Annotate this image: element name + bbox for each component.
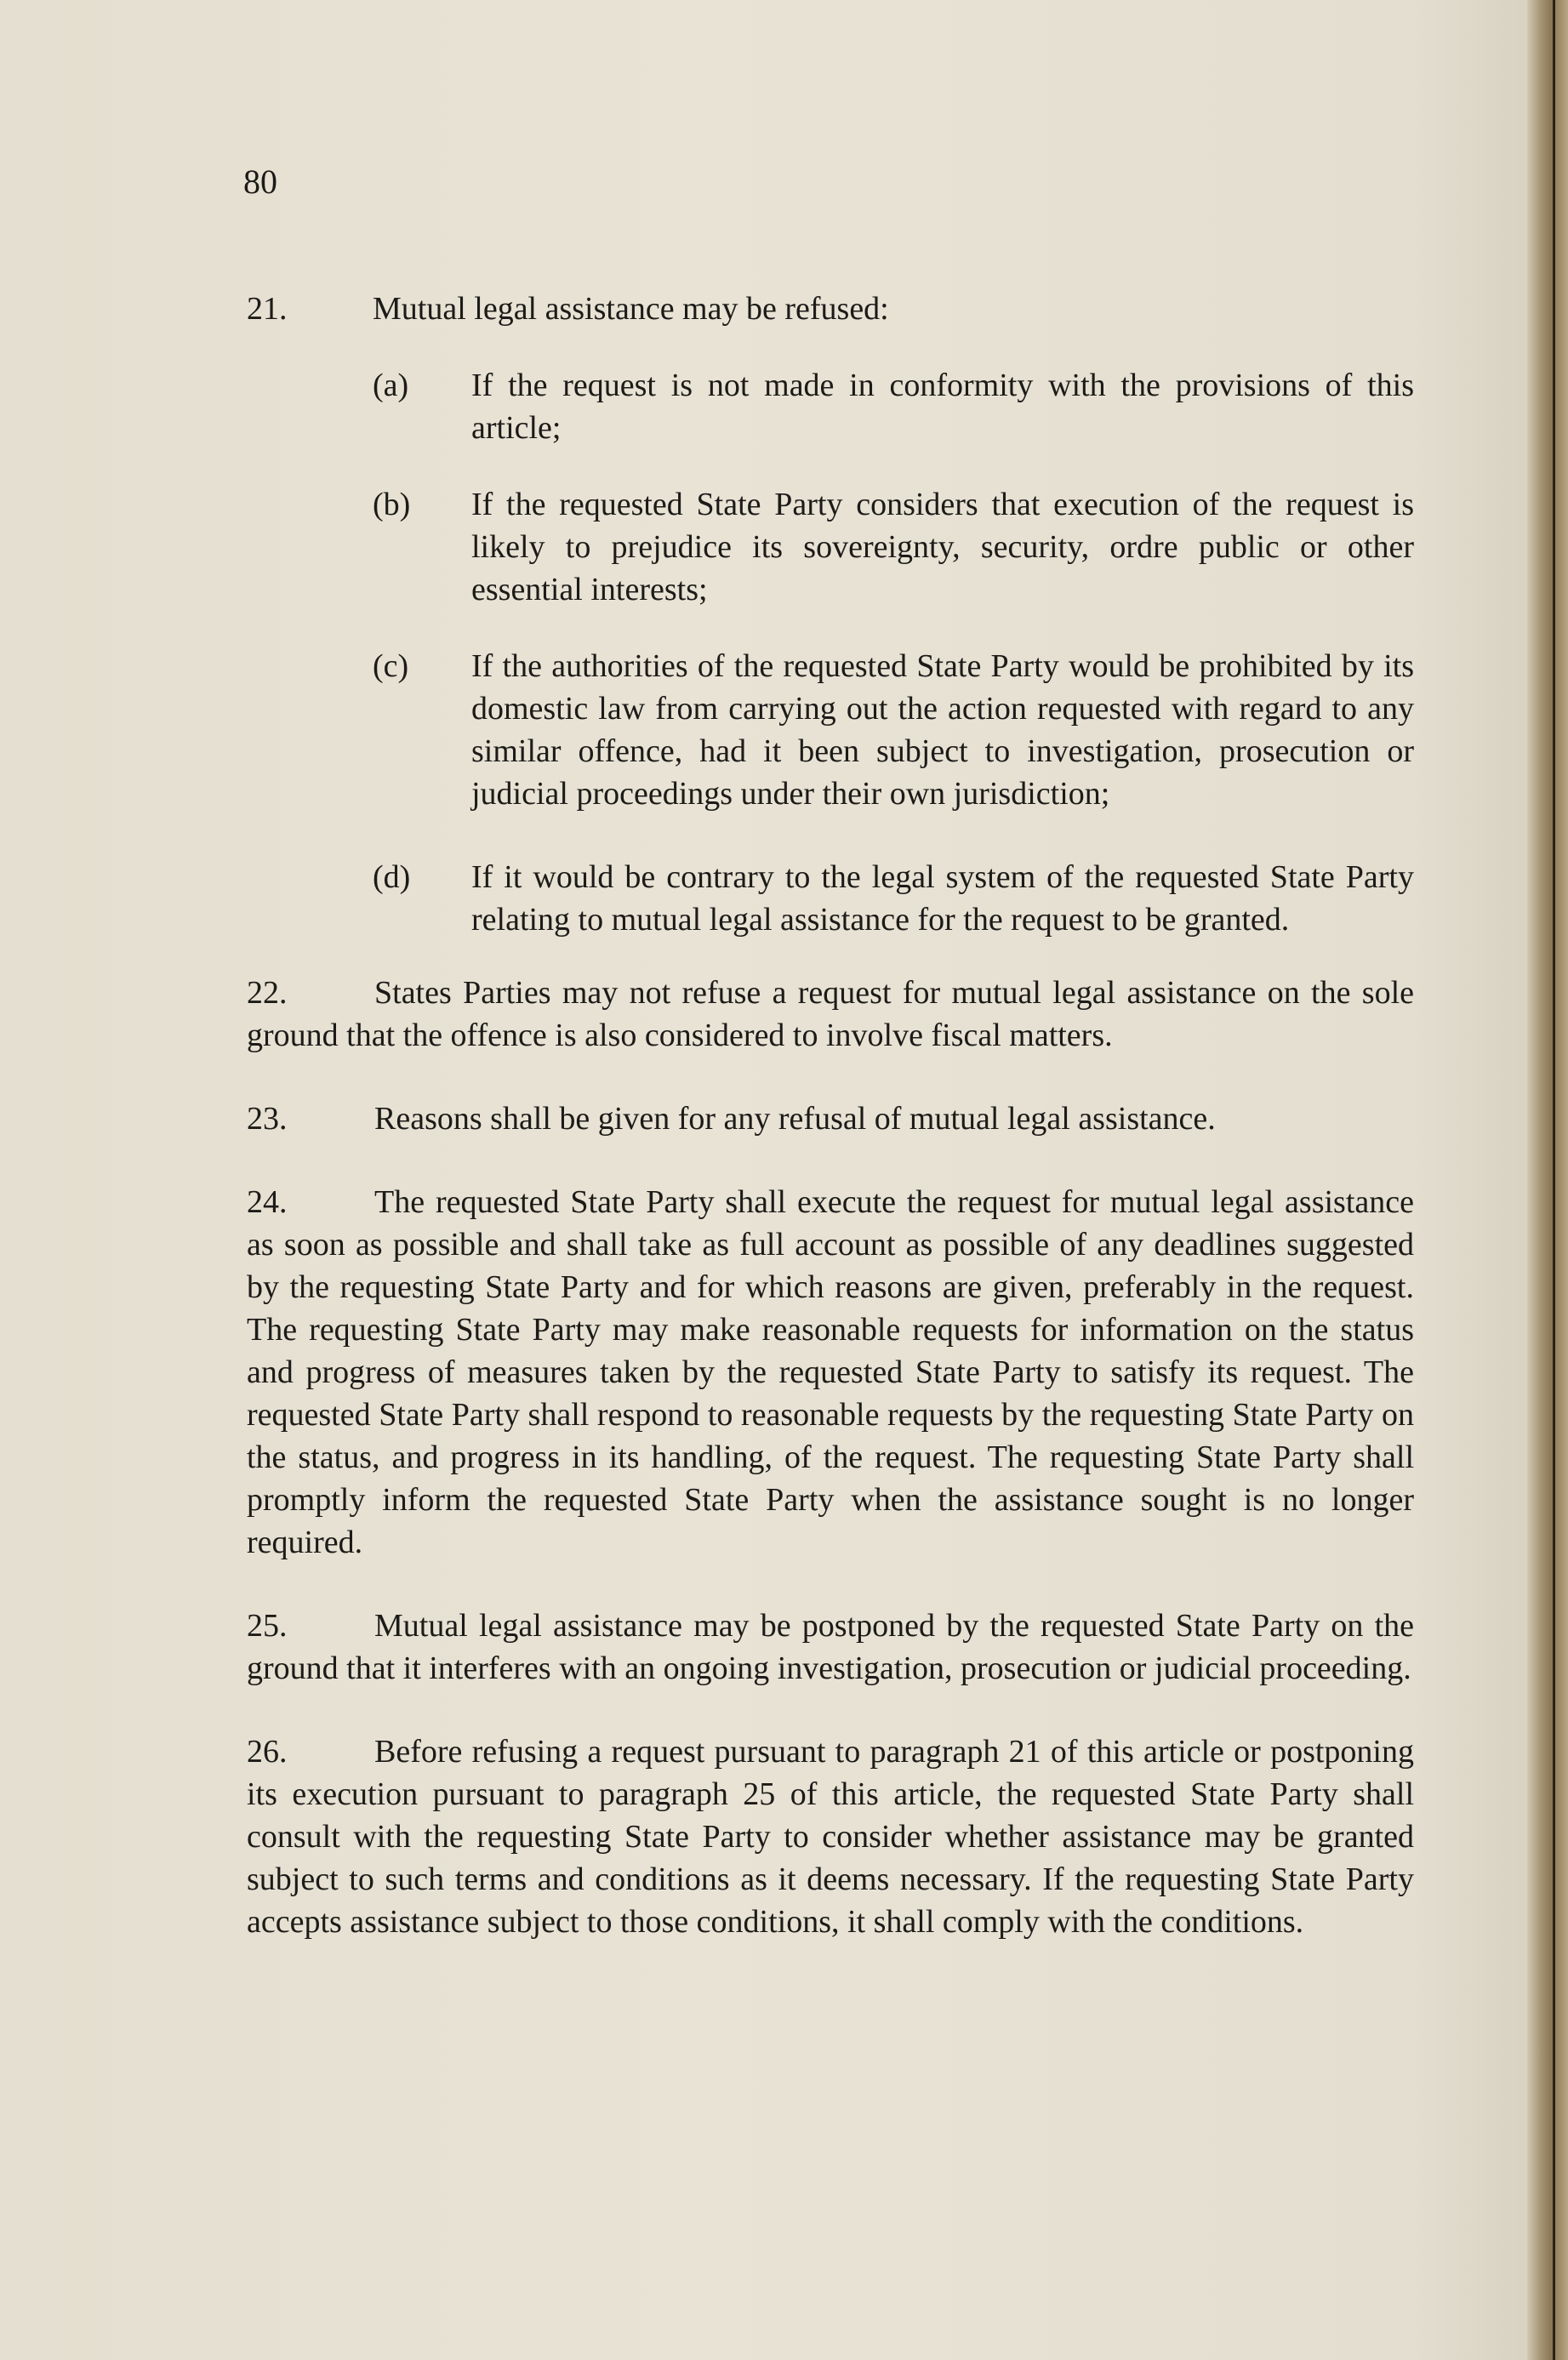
subparagraph-letter: (c) <box>373 648 409 684</box>
page-number: 80 <box>243 162 277 201</box>
paragraph-text: Mutual legal assistance may be postponed by the requested State Party on the ground that it interferes with an ongoing investigation, prosecution or judicial proceeding. <box>247 1608 1414 1686</box>
subparagraph-d <box>373 856 1414 941</box>
paragraph-25 <box>247 1605 1414 1690</box>
subparagraph-text: If the authorities of the requested State Party would be prohibited by its domestic law from carrying out the action requested with regard to any similar offence, had it been subject to investigation, prosecution or judicial proceedings under their own jurisdiction; <box>471 648 1414 812</box>
paragraph-24 <box>247 1181 1414 1564</box>
subparagraph-c <box>373 645 1414 815</box>
paragraph-text: Reasons shall be given for any refusal of mutual legal assistance. <box>374 1101 1216 1137</box>
page-body <box>247 288 1414 1943</box>
subparagraph-text: If the requested State Party considers that execution of the request is likely to prejudice its sovereignty, security, ordre public or other essential interests; <box>471 487 1414 607</box>
paragraph-number: 23. <box>247 1101 288 1137</box>
paragraph-number: 24. <box>247 1184 288 1220</box>
paragraph-number: 26. <box>247 1734 288 1770</box>
paragraph-21 <box>247 288 1414 330</box>
paragraph-number: 25. <box>247 1608 288 1644</box>
paragraph-text: States Parties may not refuse a request for mutual legal assistance on the sole ground that the offence is also considered to involve fiscal matters. <box>247 975 1414 1053</box>
subparagraph-letter: (d) <box>373 859 411 895</box>
paragraph-number: 21. <box>247 291 288 327</box>
subparagraph-text: If it would be contrary to the legal system of the requested State Party relating to mutual legal assistance for the request to be granted. <box>471 859 1414 938</box>
paragraph-number: 22. <box>247 975 288 1011</box>
subparagraph-b <box>373 483 1414 611</box>
paragraph-22 <box>247 972 1414 1057</box>
subparagraph-letter: (b) <box>373 487 411 522</box>
paragraph-text: Before refusing a request pursuant to paragraph 21 of this article or postponing its execution pursuant to paragraph 25 of this article, the requested State Party shall consult with the requesting State Party to consider whether assistance may be granted subject to such terms and conditions as it deems necessary. If the requesting State Party accepts assistance subject to those conditions, it shall comply with the conditions. <box>247 1734 1414 1940</box>
subparagraph-text: If the request is not made in conformity with the provisions of this article; <box>471 368 1414 446</box>
paragraph-text: The requested State Party shall execute the request for mutual legal assistance as soon as possible and shall take as full account as possible of any deadlines suggested by the requesting State Party and for which reasons are given, preferably in the request. The requesting State Party may make reasonable requests for information on the status and progress of measures taken by the requested State Party to satisfy its request. The requested State Party shall respond to reasonable requests by the requesting State Party on the status, and progress in its handling, of the request. The requesting State Party shall promptly inform the requested State Party when the assistance sought is no longer required. <box>247 1184 1414 1560</box>
subparagraph-a <box>373 364 1414 449</box>
paragraph-text: Mutual legal assistance may be refused: <box>373 291 889 327</box>
paragraph-23 <box>247 1097 1414 1140</box>
book-spine-edge <box>1527 0 1568 2360</box>
subparagraph-letter: (a) <box>373 368 409 403</box>
paragraph-26 <box>247 1730 1414 1943</box>
